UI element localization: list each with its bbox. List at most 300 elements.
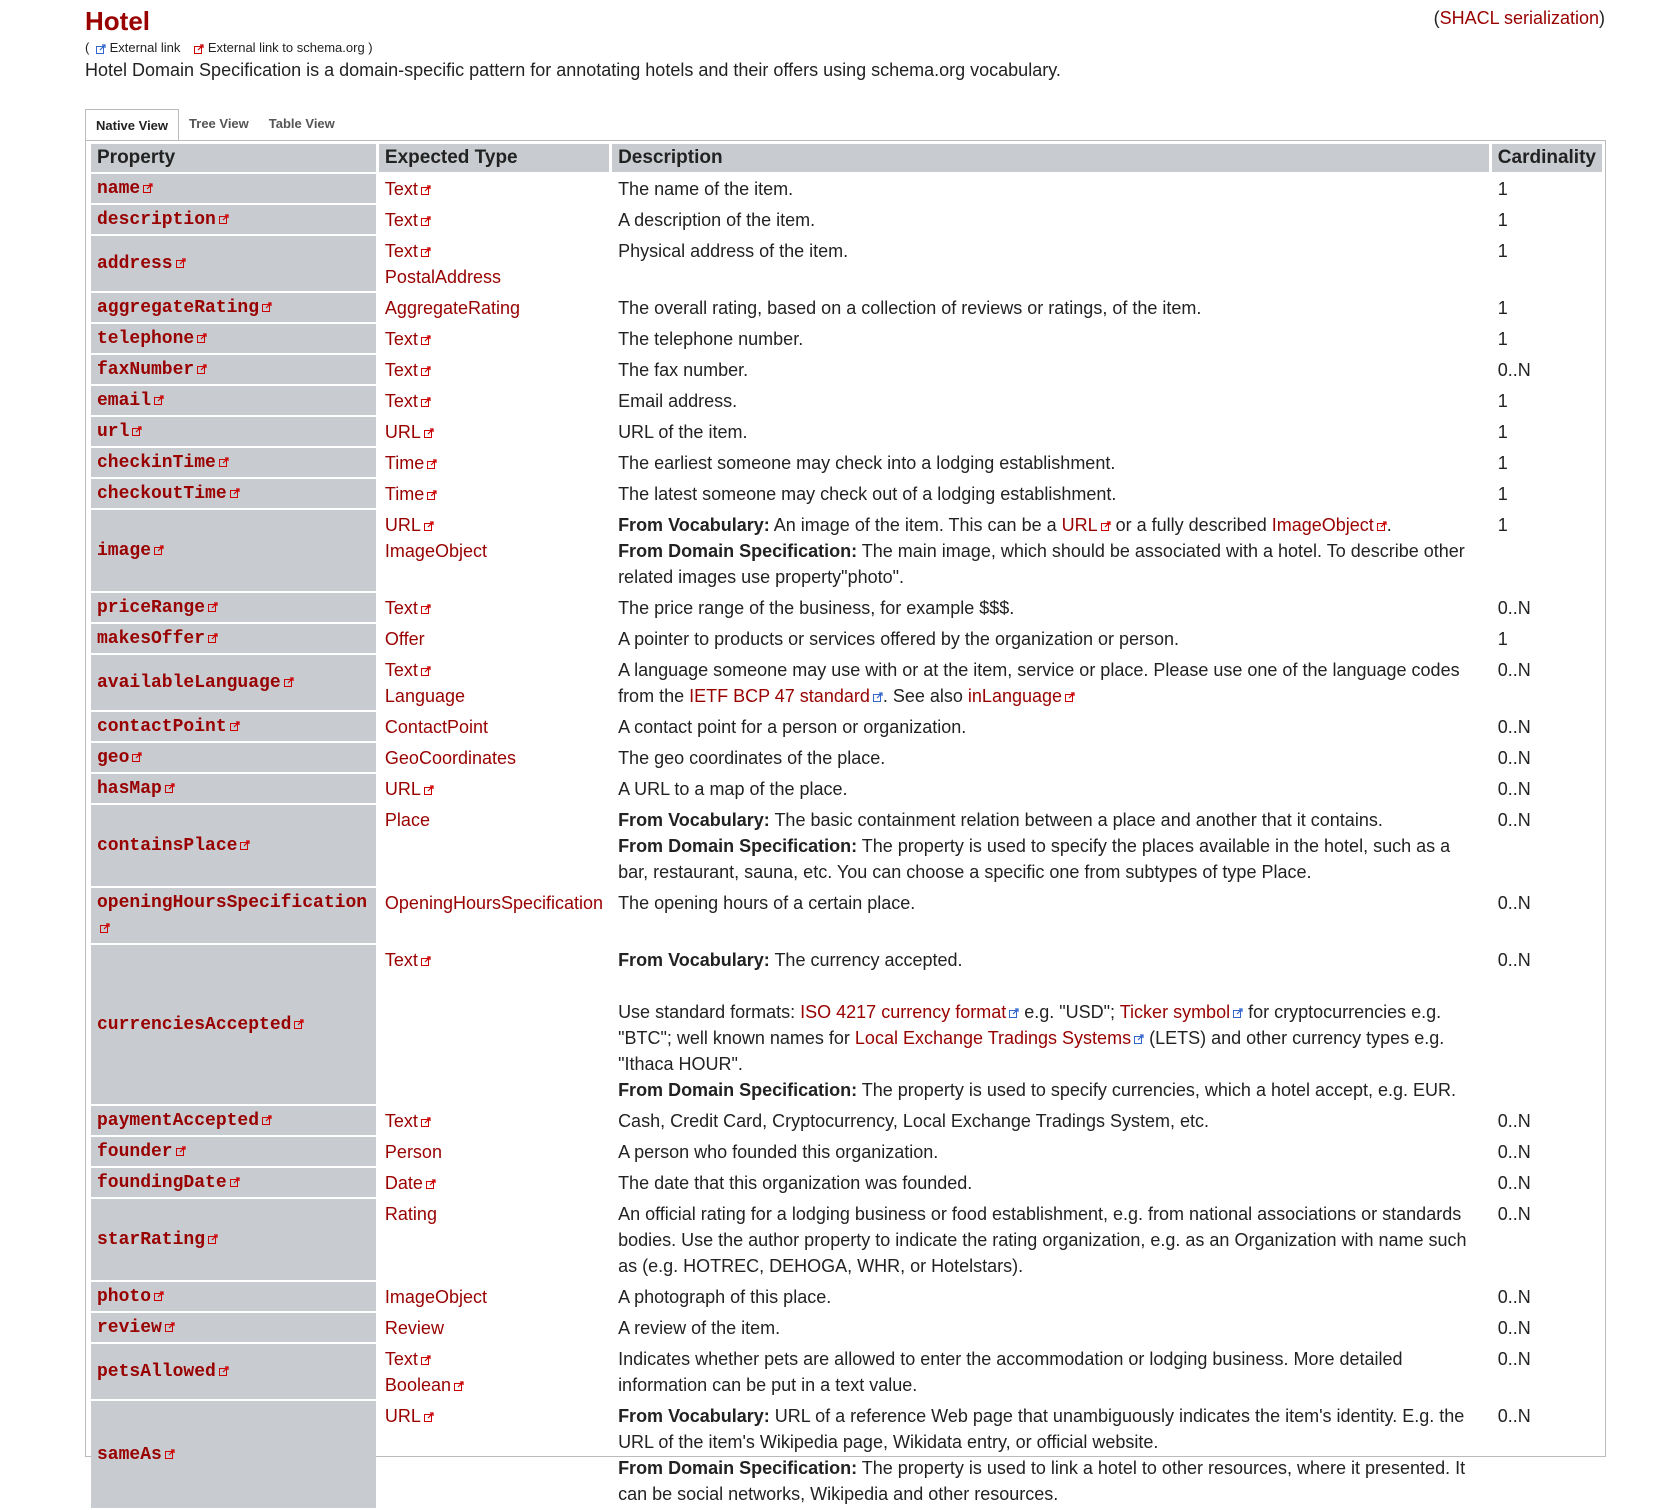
type-line bbox=[385, 388, 603, 414]
link-legend bbox=[85, 40, 373, 55]
type-line bbox=[385, 357, 603, 383]
external-link-red-icon bbox=[165, 1322, 175, 1332]
type-line bbox=[385, 538, 603, 564]
table-row bbox=[91, 174, 1602, 203]
column-header-expected-type: Expected Type bbox=[379, 144, 609, 172]
external-link-red-icon bbox=[424, 521, 434, 531]
external-link-red-icon bbox=[197, 364, 207, 374]
type-link-person[interactable]: Person bbox=[384, 1142, 442, 1162]
legend-close-paren: ) bbox=[368, 40, 373, 55]
description-paragraph bbox=[618, 326, 1483, 352]
type-link-text[interactable]: Text bbox=[384, 660, 418, 680]
external-link-red-icon bbox=[427, 459, 437, 469]
description-label: From Domain Specification: bbox=[618, 541, 858, 561]
expected-type-cell bbox=[379, 236, 609, 291]
type-link-aggregaterating[interactable]: AggregateRating bbox=[384, 298, 521, 318]
property-link-currenciesAccepted[interactable]: currenciesAccepted bbox=[97, 1015, 292, 1035]
expected-type-cell bbox=[379, 205, 609, 234]
external-link-red-icon bbox=[424, 428, 434, 438]
external-link-red-icon bbox=[421, 1117, 431, 1127]
description-paragraph bbox=[618, 1284, 1483, 1310]
type-link-url[interactable]: URL bbox=[384, 515, 421, 535]
property-cell bbox=[91, 774, 376, 803]
external-link-red-icon bbox=[165, 1449, 175, 1459]
expected-type-cell bbox=[379, 1282, 609, 1311]
property-link-contactPoint[interactable]: contactPoint bbox=[97, 717, 227, 737]
description-paragraph bbox=[618, 538, 1483, 590]
expected-type-cell bbox=[379, 805, 609, 886]
property-link-description[interactable]: description bbox=[97, 210, 216, 230]
description-paragraph bbox=[618, 1139, 1483, 1165]
property-link-telephone[interactable]: telephone bbox=[97, 329, 195, 349]
property-link-sameAs[interactable]: sameAs bbox=[97, 1445, 162, 1465]
description-paragraph bbox=[618, 419, 1483, 445]
type-link-text[interactable]: Text bbox=[384, 210, 418, 230]
description-cell bbox=[612, 293, 1489, 322]
tab-tree-view[interactable]: Tree View bbox=[189, 116, 249, 131]
property-link-containsPlace[interactable]: containsPlace bbox=[97, 836, 238, 856]
external-link-red-icon bbox=[219, 214, 229, 224]
table-row bbox=[91, 355, 1602, 384]
description-paragraph bbox=[618, 973, 1483, 999]
table-row bbox=[91, 1137, 1602, 1166]
external-link-red-icon bbox=[208, 1234, 218, 1244]
cardinality-cell: 0..N bbox=[1497, 779, 1531, 799]
expected-type-cell bbox=[379, 1168, 609, 1197]
property-cell bbox=[91, 655, 376, 710]
description-cell bbox=[612, 479, 1489, 508]
shacl-serialization-link[interactable]: SHACL serialization bbox=[1439, 8, 1599, 28]
cardinality-cell: 1 bbox=[1497, 391, 1508, 411]
table-row bbox=[91, 805, 1602, 886]
external-link-red-icon bbox=[421, 956, 431, 966]
type-line bbox=[385, 683, 603, 709]
description-text bbox=[618, 976, 623, 996]
expected-type-cell bbox=[379, 1313, 609, 1342]
description-label: From Vocabulary: bbox=[618, 1406, 770, 1426]
type-link-geocoordinates[interactable]: GeoCoordinates bbox=[384, 748, 517, 768]
external-link-red-icon bbox=[427, 490, 437, 500]
shacl-open-paren: ( bbox=[1433, 8, 1440, 28]
type-line bbox=[385, 776, 603, 802]
property-cell bbox=[91, 510, 376, 591]
type-line bbox=[385, 714, 603, 740]
cardinality-cell: 0..N bbox=[1497, 810, 1531, 830]
description-cell bbox=[612, 593, 1489, 622]
table-row bbox=[91, 1199, 1602, 1280]
type-link-contactpoint[interactable]: ContactPoint bbox=[384, 717, 488, 737]
property-cell bbox=[91, 386, 376, 415]
external-link-red-icon bbox=[454, 1381, 464, 1391]
type-link-text[interactable]: Text bbox=[384, 391, 418, 411]
external-link-red-icon bbox=[426, 1179, 436, 1189]
description-label: From Vocabulary: bbox=[618, 810, 770, 830]
type-line bbox=[385, 1284, 603, 1310]
type-line bbox=[385, 1346, 603, 1372]
expected-type-cell bbox=[379, 945, 609, 1104]
cardinality-cell: 0..N bbox=[1497, 950, 1531, 970]
external-link-red-icon bbox=[421, 1355, 431, 1365]
expected-type-cell bbox=[379, 1137, 609, 1166]
description-label: From Domain Specification: bbox=[618, 1458, 858, 1478]
description-paragraph bbox=[618, 1170, 1483, 1196]
description-text: The property is used to specify currencies, which a hotel accept, e.g. EUR. bbox=[857, 1080, 1457, 1100]
legend-schema-link-label: External link to schema.org bbox=[207, 40, 365, 55]
property-link-hasMap[interactable]: hasMap bbox=[97, 779, 162, 799]
external-link-red-icon bbox=[208, 633, 218, 643]
external-link-red-icon bbox=[219, 1366, 229, 1376]
external-link-red-icon bbox=[421, 397, 431, 407]
external-link-red-icon bbox=[165, 783, 175, 793]
type-link-text[interactable]: Text bbox=[384, 179, 418, 199]
type-line bbox=[385, 450, 603, 476]
type-line bbox=[385, 890, 603, 916]
property-link-paymentAccepted[interactable]: paymentAccepted bbox=[97, 1111, 260, 1131]
description-label: From Domain Specification: bbox=[618, 1080, 858, 1100]
table-row bbox=[91, 1168, 1602, 1197]
description-text: The telephone number. bbox=[618, 329, 804, 349]
description-cell bbox=[612, 417, 1489, 446]
tab-native-view[interactable]: Native View bbox=[85, 109, 179, 141]
type-line bbox=[385, 295, 603, 321]
cardinality-cell: 0..N bbox=[1497, 1204, 1531, 1224]
external-link-blue-icon bbox=[96, 44, 106, 54]
property-link-makesOffer[interactable]: makesOffer bbox=[97, 629, 206, 649]
external-link-red-icon bbox=[143, 183, 153, 193]
property-link-founder[interactable]: founder bbox=[97, 1142, 173, 1162]
description-text: The property is used to specify the places available in the hotel, such as a bar, restaurant, sauna, etc. You can choose a specific one from subtypes of type Place. bbox=[618, 836, 1451, 882]
description-text: . bbox=[1386, 515, 1392, 535]
type-link-url[interactable]: URL bbox=[384, 422, 421, 442]
table-row bbox=[91, 236, 1602, 291]
type-link-url[interactable]: URL bbox=[384, 1406, 421, 1426]
external-link-red-icon bbox=[132, 426, 142, 436]
external-link-red-icon bbox=[421, 185, 431, 195]
description-link[interactable]: inLanguage bbox=[967, 686, 1063, 706]
type-link-imageobject[interactable]: ImageObject bbox=[384, 541, 487, 561]
property-link-email[interactable]: email bbox=[97, 391, 152, 411]
expected-type-cell bbox=[379, 888, 609, 943]
description-text: A photograph of this place. bbox=[618, 1287, 832, 1307]
property-link-geo[interactable]: geo bbox=[97, 748, 130, 768]
expected-type-cell bbox=[379, 593, 609, 622]
external-link-red-icon bbox=[424, 1412, 434, 1422]
table-row bbox=[91, 888, 1602, 943]
type-link-text[interactable]: Text bbox=[384, 1349, 418, 1369]
property-link-priceRange[interactable]: priceRange bbox=[97, 598, 206, 618]
property-link-url[interactable]: url bbox=[97, 422, 130, 442]
description-text: A review of the item. bbox=[618, 1318, 781, 1338]
property-link-photo[interactable]: photo bbox=[97, 1287, 152, 1307]
description-text: A pointer to products or services offered by the organization or person. bbox=[618, 629, 1180, 649]
description-link[interactable]: Ticker symbol bbox=[1119, 1002, 1231, 1022]
description-text: The date that this organization was founded. bbox=[618, 1173, 973, 1193]
description-paragraph bbox=[618, 176, 1483, 202]
description-paragraph bbox=[618, 657, 1483, 709]
description-text: An image of the item. This can be a bbox=[769, 515, 1062, 535]
external-link-red-icon bbox=[194, 44, 204, 54]
cardinality-cell: 0..N bbox=[1497, 717, 1531, 737]
property-link-checkoutTime[interactable]: checkoutTime bbox=[97, 484, 227, 504]
description-paragraph bbox=[618, 776, 1483, 802]
description-text: Indicates whether pets are allowed to enter the accommodation or lodging business. More detailed information can be put in a text value. bbox=[618, 1349, 1403, 1395]
description-text: The fax number. bbox=[618, 360, 749, 380]
description-paragraph bbox=[618, 807, 1483, 833]
description-link[interactable]: IETF BCP 47 standard bbox=[689, 686, 870, 706]
property-cell bbox=[91, 479, 376, 508]
external-link-red-icon bbox=[240, 840, 250, 850]
expected-type-cell bbox=[379, 743, 609, 772]
description-link[interactable]: ISO 4217 currency format bbox=[800, 1002, 1007, 1022]
description-text: or a fully described bbox=[1110, 515, 1272, 535]
type-link-time[interactable]: Time bbox=[384, 453, 425, 473]
description-cell bbox=[612, 448, 1489, 477]
description-paragraph bbox=[618, 890, 1483, 916]
table-row bbox=[91, 1344, 1602, 1399]
external-link-blue-icon bbox=[873, 692, 883, 702]
property-link-checkinTime[interactable]: checkinTime bbox=[97, 453, 216, 473]
description-paragraph bbox=[618, 1403, 1483, 1455]
description-cell bbox=[612, 888, 1489, 943]
description-paragraph bbox=[618, 481, 1483, 507]
expected-type-cell bbox=[379, 417, 609, 446]
external-link-red-icon bbox=[208, 602, 218, 612]
description-cell bbox=[612, 712, 1489, 741]
type-line bbox=[385, 512, 603, 538]
expected-type-cell bbox=[379, 448, 609, 477]
description-text: A URL to a map of the place. bbox=[618, 779, 848, 799]
table-row bbox=[91, 479, 1602, 508]
table-row bbox=[91, 417, 1602, 446]
description-label: From Vocabulary: bbox=[618, 515, 770, 535]
property-cell bbox=[91, 945, 376, 1104]
description-paragraph bbox=[618, 295, 1483, 321]
description-link[interactable]: URL bbox=[1061, 515, 1098, 535]
description-text: The name of the item. bbox=[618, 179, 794, 199]
type-line bbox=[385, 626, 603, 652]
type-link-text[interactable]: Text bbox=[384, 360, 418, 380]
description-paragraph bbox=[618, 999, 1483, 1077]
description-paragraph bbox=[618, 450, 1483, 476]
property-link-faxNumber[interactable]: faxNumber bbox=[97, 360, 195, 380]
property-link-aggregateRating[interactable]: aggregateRating bbox=[97, 298, 260, 318]
property-cell bbox=[91, 1137, 376, 1166]
expected-type-cell bbox=[379, 1344, 609, 1399]
property-cell bbox=[91, 1168, 376, 1197]
type-line bbox=[385, 947, 603, 973]
property-link-name[interactable]: name bbox=[97, 179, 141, 199]
type-link-boolean[interactable]: Boolean bbox=[384, 1375, 451, 1395]
cardinality-cell: 0..N bbox=[1497, 1111, 1531, 1131]
description-text: for cryptocurrencies e.g. "BTC"; well known names for bbox=[618, 1002, 1442, 1048]
cardinality-cell: 1 bbox=[1497, 298, 1508, 318]
property-cell bbox=[91, 1313, 376, 1342]
external-link-red-icon bbox=[421, 604, 431, 614]
description-paragraph bbox=[618, 1201, 1483, 1279]
tab-table-view[interactable]: Table View bbox=[268, 116, 335, 131]
property-cell bbox=[91, 174, 376, 203]
type-link-openinghoursspecification[interactable]: OpeningHoursSpecification bbox=[384, 893, 604, 913]
expected-type-cell bbox=[379, 624, 609, 653]
description-text: The basic containment relation between a place and another that it contains. bbox=[769, 810, 1383, 830]
type-link-review[interactable]: Review bbox=[384, 1318, 444, 1338]
description-text: A contact point for a person or organization. bbox=[618, 717, 967, 737]
description-paragraph bbox=[618, 357, 1483, 383]
cardinality-cell: 0..N bbox=[1497, 893, 1531, 913]
description-text: The geo coordinates of the place. bbox=[618, 748, 886, 768]
cardinality-cell: 0..N bbox=[1497, 660, 1531, 680]
type-line bbox=[385, 807, 603, 833]
property-cell bbox=[91, 805, 376, 886]
table-body bbox=[91, 174, 1602, 1508]
cardinality-cell: 1 bbox=[1497, 210, 1508, 230]
description-paragraph bbox=[618, 1346, 1483, 1398]
type-link-postaladdress[interactable]: PostalAddress bbox=[384, 267, 501, 287]
description-cell bbox=[612, 1344, 1489, 1399]
description-text: A person who founded this organization. bbox=[618, 1142, 939, 1162]
table-row bbox=[91, 743, 1602, 772]
view-tabs bbox=[85, 108, 345, 140]
type-link-text[interactable]: Text bbox=[384, 329, 418, 349]
property-cell bbox=[91, 324, 376, 353]
type-link-time[interactable]: Time bbox=[384, 484, 425, 504]
table-row bbox=[91, 774, 1602, 803]
column-header-description: Description bbox=[612, 144, 1489, 172]
property-cell bbox=[91, 448, 376, 477]
description-cell bbox=[612, 945, 1489, 1104]
type-line bbox=[385, 1170, 603, 1196]
type-link-url[interactable]: URL bbox=[384, 779, 421, 799]
description-paragraph bbox=[618, 238, 1483, 264]
table-row bbox=[91, 448, 1602, 477]
type-link-date[interactable]: Date bbox=[384, 1173, 423, 1193]
description-cell bbox=[612, 205, 1489, 234]
table-row bbox=[91, 655, 1602, 710]
external-link-red-icon bbox=[176, 1146, 186, 1156]
property-cell bbox=[91, 1106, 376, 1135]
type-link-place[interactable]: Place bbox=[384, 810, 430, 830]
description-link[interactable]: Local Exchange Tradings Systems bbox=[854, 1028, 1132, 1048]
type-line bbox=[385, 176, 603, 202]
description-paragraph bbox=[618, 1108, 1483, 1134]
properties-table bbox=[88, 142, 1605, 1510]
type-link-text[interactable]: Text bbox=[384, 1111, 418, 1131]
description-cell bbox=[612, 1313, 1489, 1342]
type-line bbox=[385, 1139, 603, 1165]
description-paragraph bbox=[618, 512, 1483, 538]
expected-type-cell bbox=[379, 774, 609, 803]
property-cell bbox=[91, 593, 376, 622]
description-text: The main image, which should be associated with a hotel. To describe other related images use property"photo". bbox=[618, 541, 1465, 587]
property-cell bbox=[91, 1401, 376, 1508]
property-link-petsAllowed[interactable]: petsAllowed bbox=[97, 1362, 216, 1382]
external-link-red-icon bbox=[197, 333, 207, 343]
table-row bbox=[91, 1313, 1602, 1342]
type-line bbox=[385, 419, 603, 445]
description-text: An official rating for a lodging business or food establishment, e.g. from national associations or standards bodies. Use the author property to indicate the rating organization, e.g. as an Organization with name such as (e.g. HOTREC, DEHOGA, WHR, or Hotelstars). bbox=[618, 1204, 1467, 1276]
column-header-property: Property bbox=[91, 144, 376, 172]
cardinality-cell: 0..N bbox=[1497, 1349, 1531, 1369]
type-link-text[interactable]: Text bbox=[384, 598, 418, 618]
description-paragraph bbox=[618, 595, 1483, 621]
shacl-close-paren: ) bbox=[1599, 8, 1605, 28]
external-link-blue-icon bbox=[1233, 1008, 1243, 1018]
property-link-review[interactable]: review bbox=[97, 1318, 162, 1338]
legend-external-link-label: External link bbox=[109, 40, 181, 55]
property-cell bbox=[91, 355, 376, 384]
description-text: The opening hours of a certain place. bbox=[618, 893, 916, 913]
type-line bbox=[385, 1372, 603, 1398]
external-link-red-icon bbox=[262, 302, 272, 312]
type-link-text[interactable]: Text bbox=[384, 950, 418, 970]
property-cell bbox=[91, 1199, 376, 1280]
property-cell bbox=[91, 1344, 376, 1399]
description-text: The overall rating, based on a collection of reviews or ratings, of the item. bbox=[618, 298, 1202, 318]
description-cell bbox=[612, 1168, 1489, 1197]
description-paragraph bbox=[618, 388, 1483, 414]
cardinality-cell: 1 bbox=[1497, 179, 1508, 199]
type-line bbox=[385, 1403, 603, 1429]
property-cell bbox=[91, 417, 376, 446]
native-view-panel bbox=[85, 140, 1606, 1504]
cardinality-cell: 1 bbox=[1497, 453, 1508, 473]
property-link-address[interactable]: address bbox=[97, 254, 173, 274]
cardinality-cell: 0..N bbox=[1497, 748, 1531, 768]
description-cell bbox=[612, 236, 1489, 291]
property-link-starRating[interactable]: starRating bbox=[97, 1230, 206, 1250]
type-link-imageobject[interactable]: ImageObject bbox=[384, 1287, 487, 1307]
property-cell bbox=[91, 236, 376, 291]
description-text: Email address. bbox=[618, 391, 738, 411]
external-link-red-icon bbox=[424, 785, 434, 795]
external-link-red-icon bbox=[219, 457, 229, 467]
property-link-image[interactable]: image bbox=[97, 541, 152, 561]
description-cell bbox=[612, 1199, 1489, 1280]
description-text: Use standard formats: bbox=[618, 1002, 801, 1022]
property-link-openingHoursSpecification[interactable]: openingHoursSpecification bbox=[97, 893, 368, 913]
type-link-text[interactable]: Text bbox=[384, 241, 418, 261]
external-link-red-icon bbox=[1377, 521, 1387, 531]
external-link-red-icon bbox=[1065, 692, 1075, 702]
type-link-language[interactable]: Language bbox=[384, 686, 466, 706]
description-paragraph bbox=[618, 745, 1483, 771]
table-row bbox=[91, 205, 1602, 234]
description-label: From Vocabulary: bbox=[618, 950, 770, 970]
external-link-red-icon bbox=[154, 1291, 164, 1301]
type-link-rating[interactable]: Rating bbox=[384, 1204, 437, 1224]
expected-type-cell bbox=[379, 1401, 609, 1508]
external-link-red-icon bbox=[421, 366, 431, 376]
column-header-cardinality: Cardinality bbox=[1492, 144, 1602, 172]
description-text: Physical address of the item. bbox=[618, 241, 849, 261]
property-link-foundingDate[interactable]: foundingDate bbox=[97, 1173, 227, 1193]
description-cell bbox=[612, 510, 1489, 591]
description-cell bbox=[612, 324, 1489, 353]
property-cell bbox=[91, 293, 376, 322]
description-cell bbox=[612, 743, 1489, 772]
table-row bbox=[91, 1401, 1602, 1508]
expected-type-cell bbox=[379, 1199, 609, 1280]
description-link[interactable]: ImageObject bbox=[1271, 515, 1374, 535]
property-link-availableLanguage[interactable]: availableLanguage bbox=[97, 673, 281, 693]
description-cell bbox=[612, 805, 1489, 886]
external-link-red-icon bbox=[262, 1115, 272, 1125]
expected-type-cell bbox=[379, 355, 609, 384]
cardinality-cell: 1 bbox=[1497, 422, 1508, 442]
description-paragraph bbox=[618, 626, 1483, 652]
type-link-offer[interactable]: Offer bbox=[384, 629, 425, 649]
description-text: URL of the item. bbox=[618, 422, 748, 442]
